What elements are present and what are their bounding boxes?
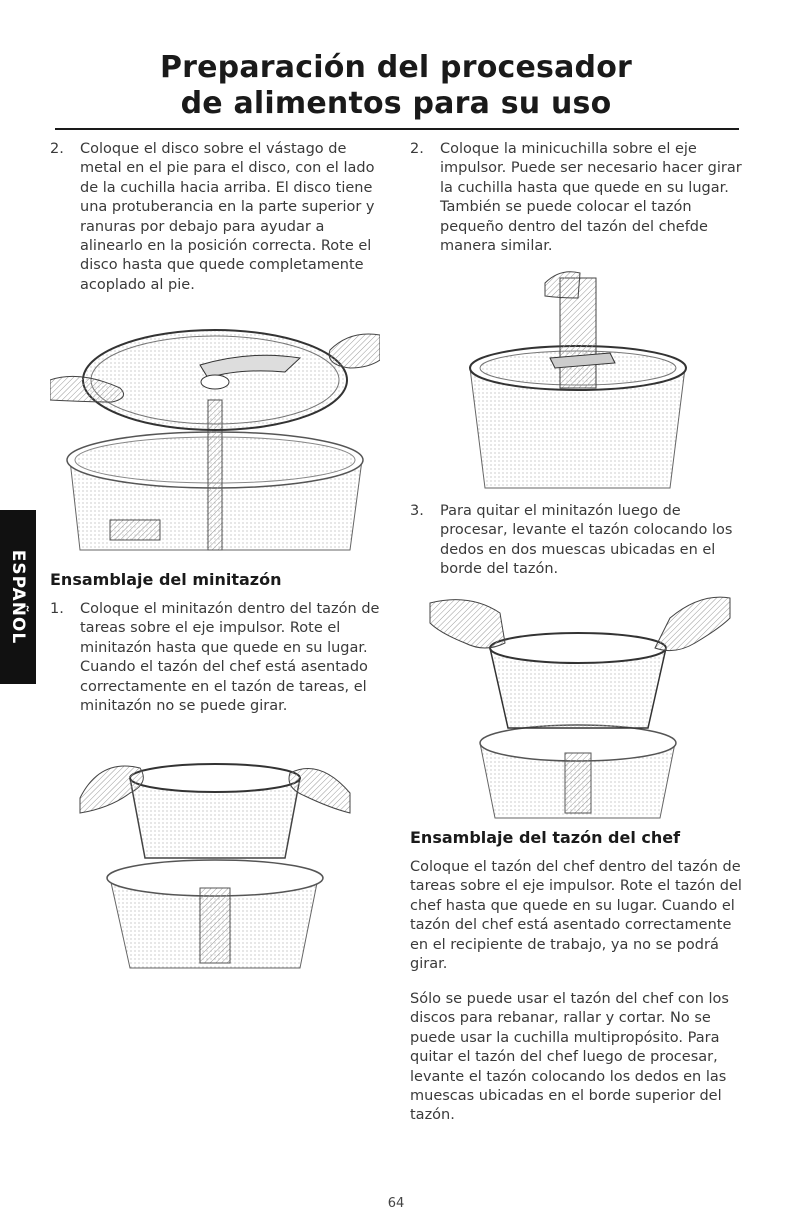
step-text: Coloque el disco sobre el vástago de metal en el pie para el disco, con el lado de la cuchilla hacia arriba. El disco tiene una protuberancia en la parte superior y ranuras por debajo para ayudar a alinearlo en la posición correcta. Rote el disco hasta que quede completamente acoplado al pie. [80,141,375,293]
step-number: 3. [410,503,424,519]
step-text: Coloque la minicuchilla sobre el eje impulsor. Puede ser necesario hacer girar la cuchilla hasta que quede en su lugar. También se puede colocar el tazón pequeño dentro del tazón del chefde manera similar. [440,141,742,255]
step-number: 1. [50,601,64,617]
step-text: Coloque el minitazón dentro del tazón de tareas sobre el eje impulsor. Rote el minitazón hasta que quede en su lugar. Cuando el tazón del chef está asentado correctamente en el tazón de tareas, el minitazón no se puede girar. [80,601,380,715]
page-number: 64 [387,1196,405,1211]
language-side-tab [0,510,36,684]
paragraph-text: Sólo se puede usar el tazón del chef con los discos para rebanar, rallar y cortar. No se puede usar la cuchilla multipropósito. Para quitar el tazón del chef luego de procesar, levante el tazón colocando los dedos en las muescas ubicadas en el borde superior del tazón. [410,991,729,1124]
page-title-line-1: Preparación del procesador [159,50,633,85]
step-text: Para quitar el minitazón luego de procesar, levante el tazón colocando los dedos en dos muescas ubicadas en el borde del tazón. [440,503,733,578]
step-2-disc [50,140,390,295]
step-3-remove-minibowl [410,502,750,580]
miniblade-assembly-illustration [410,268,740,493]
paragraph-text: Coloque el tazón del chef dentro del tazón de tareas sobre el eje impulsor. Rote el tazón del chef hasta que quede en su lugar. Cuando el tazón del chef está asentado correctamente en el recipiente de trabajo, ya no se podrá girar. [410,859,742,973]
page-title [0,50,792,122]
minibowl-assembly-illustration [50,738,380,978]
heading-minibowl-assembly: Ensamblaje del minitazón [50,570,282,589]
chefbowl-paragraph-2 [410,990,750,1126]
language-side-tab-label: ESPAÑOL [8,549,28,645]
step-number: 2. [50,141,64,157]
step-number: 2. [410,141,424,157]
chefbowl-paragraph-1 [410,858,750,974]
step-1-minibowl [50,600,390,716]
disc-assembly-illustration [50,310,380,555]
remove-minibowl-illustration [410,593,740,821]
page-title-line-2: de alimentos para su uso [180,86,612,121]
title-divider [55,128,739,130]
step-2-miniblade [410,140,750,256]
heading-chefbowl-assembly: Ensamblaje del tazón del chef [410,828,681,847]
